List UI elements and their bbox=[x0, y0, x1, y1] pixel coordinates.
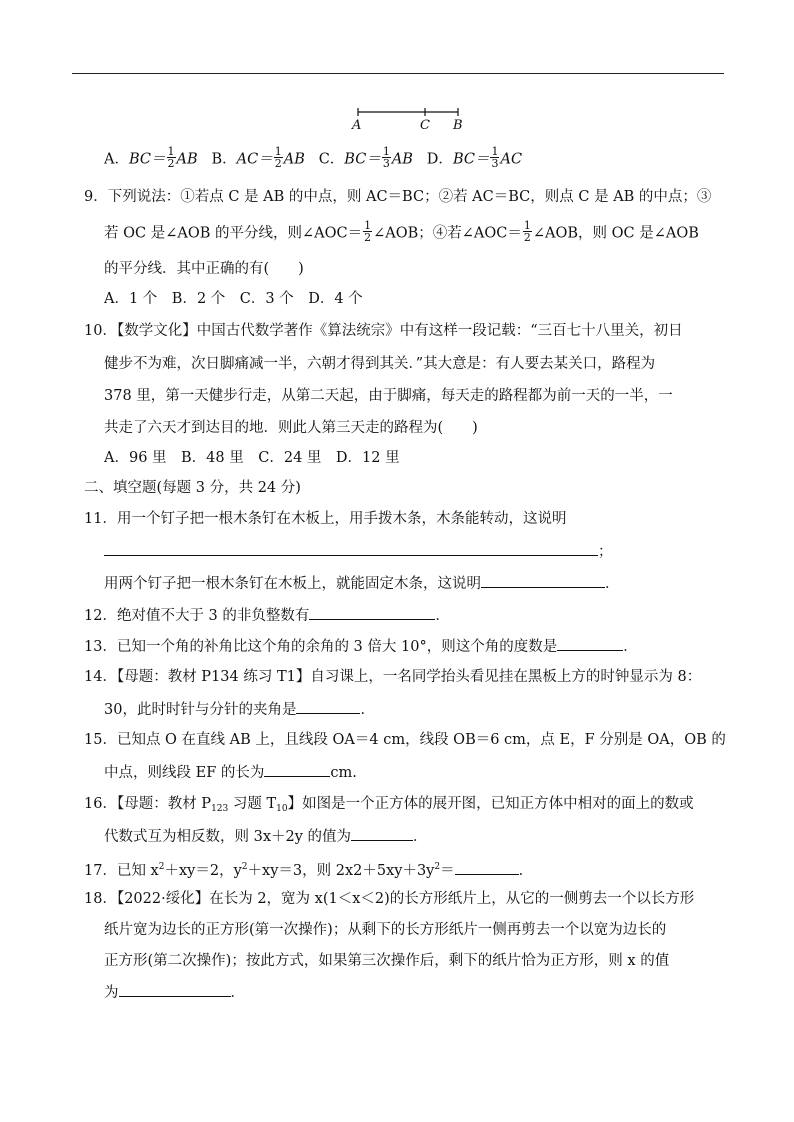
q15-end: cm. bbox=[330, 765, 357, 781]
q17-blank[interactable] bbox=[455, 860, 519, 875]
q11-blank-2[interactable] bbox=[481, 573, 605, 588]
q16-line-2-text: 代数式互为相反数，则 3x＋2y 的值为 bbox=[104, 829, 352, 845]
q15-line-1: 15．已知点 O 在直线 AB 上，且线段 OA＝4 cm，线段 OB＝6 cm，点 E，F 分别是 OA，OB 的 bbox=[84, 732, 726, 748]
q18-line-4 bbox=[104, 982, 245, 1003]
q11-line-1: 11．用一个钉子把一根木条钉在木板上，用手拨木条，木条能转动，这说明 bbox=[84, 511, 567, 527]
q9-line-1: 9．下列说法：①若点 C 是 AB 的中点，则 AC＝BC；②若 AC＝BC，则点 C 是 AB 的中点；③ bbox=[84, 189, 712, 205]
option-a-label: A． bbox=[104, 151, 129, 168]
q9-line-2c: ∠AOB，则 OC 是∠AOB bbox=[532, 225, 699, 242]
q11-line-2 bbox=[104, 541, 613, 562]
q16-end: ． bbox=[413, 829, 428, 845]
section-title: 二、填空题(每题 3 分，共 24 分) bbox=[84, 480, 301, 496]
q17-end: ． bbox=[518, 863, 534, 879]
q16-line-1 bbox=[84, 794, 694, 819]
q12-text: 12．绝对值不大于 3 的非负整数有 bbox=[84, 608, 310, 624]
q16-line-2 bbox=[104, 826, 428, 847]
q16-exercise-subscript: 10 bbox=[276, 804, 288, 814]
q13-line bbox=[84, 636, 638, 657]
q11-line-3-end: ． bbox=[605, 576, 620, 592]
option-b-label: B． bbox=[211, 151, 237, 168]
q13-end: ． bbox=[623, 639, 638, 655]
option-c-lhs: BC＝ bbox=[344, 151, 381, 168]
option-c-label: C． bbox=[318, 151, 345, 168]
q16-blank[interactable] bbox=[351, 826, 413, 841]
q18-line-1: 18．【2022·绥化】在长为 2，宽为 x(1＜x＜2)的长方形纸片上，从它的一侧剪去一个以长方形 bbox=[84, 891, 695, 907]
option-d-rhs: AC bbox=[500, 151, 523, 168]
q14-line-2 bbox=[104, 699, 375, 720]
q17-sup-1: 2 bbox=[158, 862, 165, 872]
q17-line bbox=[84, 857, 533, 881]
q17-part-b: ＋xy＝2，y bbox=[164, 863, 242, 879]
q16-line-1c: 】如图是一个正方体的展开图，已知正方体中相对的面上的数或 bbox=[287, 796, 694, 812]
option-d-lhs: BC＝ bbox=[452, 151, 490, 168]
q13-blank[interactable] bbox=[557, 636, 623, 651]
q9-fraction-1: $\frac{1}{2}$ bbox=[364, 219, 372, 244]
q17-sup-2: 2 bbox=[241, 862, 248, 872]
option-a-fraction: $\frac{1}{2}$ bbox=[167, 145, 175, 170]
q9-options: A．1 个 B．2 个 C．3 个 D．4 个 bbox=[104, 291, 363, 307]
option-a-rhs: AB bbox=[176, 151, 198, 168]
point-label-b: B bbox=[453, 118, 463, 133]
q18-line-2: 纸片宽为边长的正方形(第一次操作)；从剩下的长方形纸片一侧再剪去一个以宽为边长的 bbox=[104, 922, 667, 938]
q9-line-2a: 若 OC 是∠AOB 的平分线，则∠AOC＝ bbox=[104, 225, 363, 242]
q16-line-1b: 习题 T bbox=[228, 796, 277, 812]
segment-figure bbox=[350, 104, 470, 134]
q15-line-2-text: 中点，则线段 EF 的长为 bbox=[104, 765, 265, 781]
option-b-lhs: AC＝ bbox=[236, 151, 273, 168]
option-b-rhs: AB bbox=[283, 151, 305, 168]
q15-line-2 bbox=[104, 762, 357, 783]
q12-line bbox=[84, 605, 450, 626]
option-b-fraction: $\frac{1}{2}$ bbox=[274, 145, 282, 170]
point-label-a: A bbox=[352, 118, 362, 133]
q15-blank[interactable] bbox=[264, 762, 330, 777]
q17-part-a: 17．已知 x bbox=[84, 863, 159, 879]
q10-line-1: 10．【数学文化】中国古代数学著作《算法统宗》中有这样一段记载：“三百七十八里关，初日 bbox=[84, 323, 683, 339]
q9-fraction-2: $\frac{1}{2}$ bbox=[523, 219, 531, 244]
q10-line-2: 健步不为难，次日脚痛减一半，六朝才得到其关．”其大意是：有人要去某关口，路程为 bbox=[104, 356, 656, 372]
q11-line-3 bbox=[104, 573, 620, 594]
q18-end: ． bbox=[230, 985, 245, 1001]
option-c-fraction: $\frac{1}{3}$ bbox=[382, 145, 390, 170]
q17-part-d: ＝ bbox=[440, 863, 455, 879]
q18-line-3: 正方形(第二次操作)；按此方式，如果第三次操作后，剩下的纸片恰为正方形，则 x 的值 bbox=[104, 953, 670, 969]
q13-text: 13．已知一个角的补角比这个角的余角的 3 倍大 10°，则这个角的度数是 bbox=[84, 639, 558, 655]
q11-line-2-end: ； bbox=[598, 544, 613, 560]
q14-line-2-text: 30，此时时针与分针的夹角是 bbox=[104, 702, 297, 718]
q14-line-1: 14．【母题：教材 P134 练习 T1】自习课上，一名同学抬头看见挂在黑板上方的时钟显示为 8： bbox=[84, 669, 702, 685]
option-d-fraction: $\frac{1}{3}$ bbox=[491, 145, 499, 170]
q12-blank[interactable] bbox=[309, 605, 435, 620]
q18-line-4-text: 为 bbox=[104, 985, 119, 1001]
q11-line-3-text: 用两个钉子把一根木条钉在木板上，就能固定木条，这说明 bbox=[104, 576, 481, 592]
q17-sup-3: 2 bbox=[434, 862, 441, 872]
option-a-lhs: BC＝ bbox=[128, 151, 166, 168]
q9-line-3: 的平分线．其中正确的有( ) bbox=[104, 261, 304, 277]
q14-end: ． bbox=[360, 702, 375, 718]
q18-blank[interactable] bbox=[119, 982, 231, 997]
q11-blank-1[interactable] bbox=[104, 541, 598, 556]
q10-options: A．96 里 B．48 里 C．24 里 D．12 里 bbox=[104, 450, 400, 466]
q10-line-3: 378 里，第一天健步行走，从第二天起，由于脚痛，每天走的路程都为前一天的一半，一 bbox=[104, 388, 673, 404]
q9-line-2 bbox=[104, 219, 699, 245]
header-rule bbox=[72, 73, 724, 74]
q12-end: ． bbox=[435, 608, 450, 624]
q14-blank[interactable] bbox=[296, 699, 360, 714]
q17-part-c: ＋xy＝3，则 2x2＋5xy＋3y bbox=[247, 863, 435, 879]
q8-options bbox=[104, 145, 523, 171]
point-label-c: C bbox=[420, 118, 430, 133]
option-c-rhs: AB bbox=[391, 151, 413, 168]
q10-line-4: 共走了六天才到达目的地．则此人第三天走的路程为( ) bbox=[104, 420, 478, 436]
q9-line-2b: ∠AOB；④若∠AOC＝ bbox=[373, 225, 522, 242]
q16-line-1a: 16．【母题：教材 P bbox=[84, 796, 212, 812]
q16-page-subscript: 123 bbox=[211, 804, 229, 814]
option-d-label: D． bbox=[426, 151, 453, 168]
